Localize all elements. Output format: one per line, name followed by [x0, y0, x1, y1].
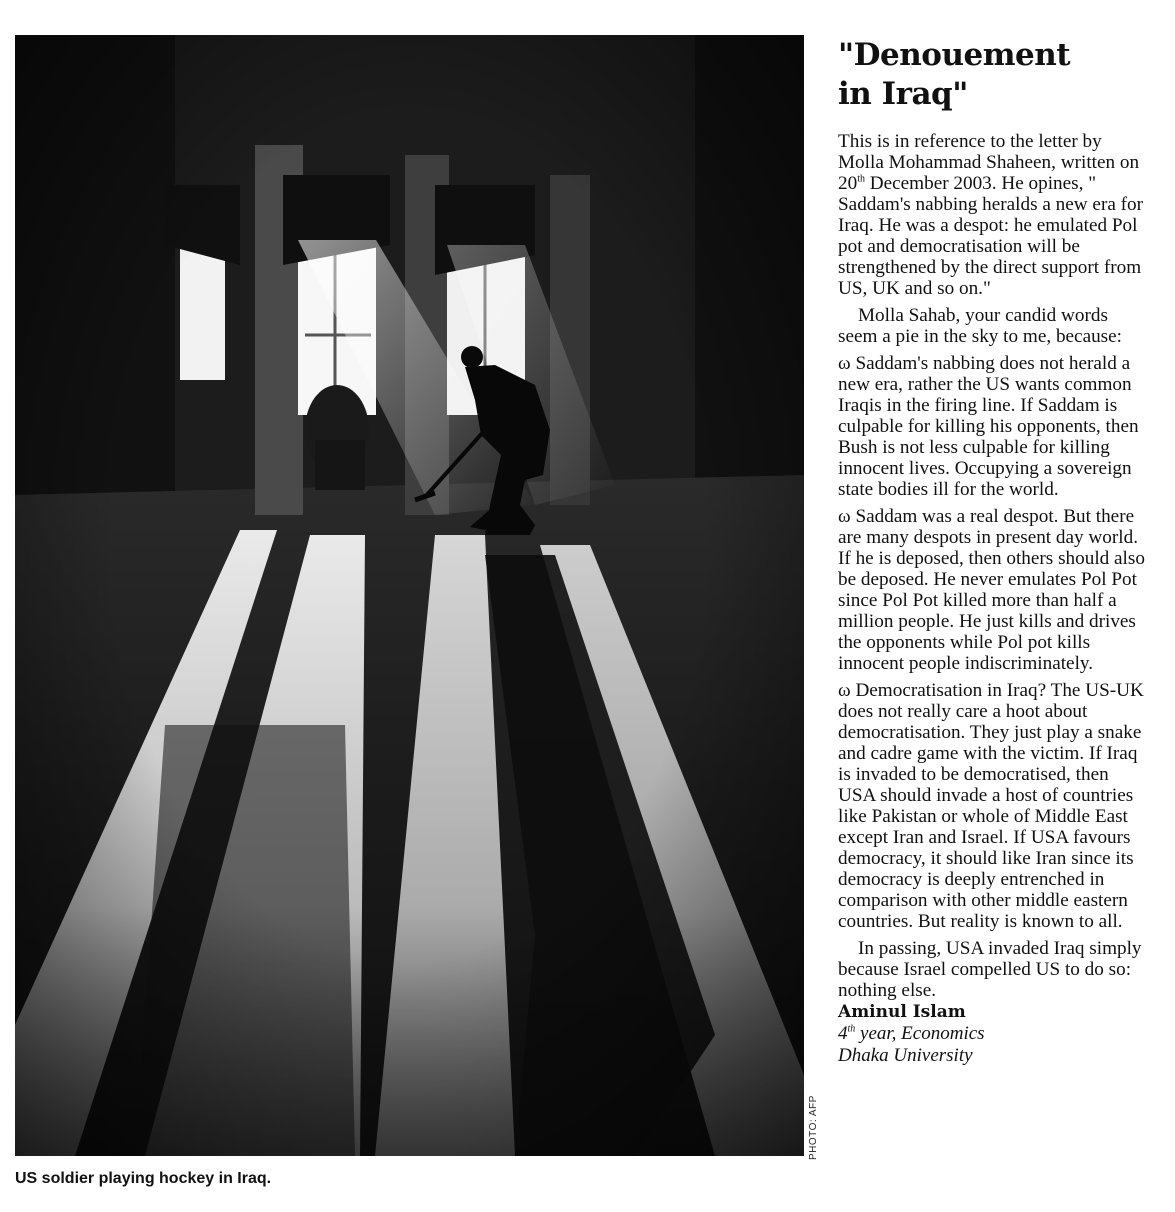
author-year [838, 1023, 1148, 1045]
letter-headline [838, 36, 1148, 114]
bullet-point-2 [838, 506, 1148, 674]
headline-line-1: "Denouement [838, 37, 1071, 73]
author-university: Dhaka University [838, 1045, 973, 1066]
intro-superscript: th [857, 173, 865, 185]
bullet-point-3 [838, 680, 1148, 932]
headline-line-2: in Iraq" [838, 76, 968, 112]
bullet-symbol-3: ω [838, 680, 851, 701]
intro-text-a: This is in reference to the letter by Molla Mohammad Shaheen, written on 20 [838, 131, 1140, 194]
bullet-text-1: Saddam's nabbing does not herald a new era, rather the US wants common Iraqis in the firing line. If Saddam is culpable for killing his opponents, then Bush is not less culpable for killing innocent lives. Occupying a sovereign state bodies ill for the world. [838, 353, 1139, 500]
photo-credit-text: PHOTO: AFP [808, 1095, 819, 1160]
bullet-point-1 [838, 353, 1148, 500]
paragraph-because: Molla Sahab, your candid words seem a pie in the sky to me, because: [838, 305, 1122, 347]
bullet-symbol-1: ω [838, 353, 851, 374]
letter-column [838, 36, 1148, 1067]
bullet-text-2: Saddam was a real despot. But there are many despots in present day world. If he is deposed, then others should also be deposed. He never emulates Pol Pot since Pol Pot killed more than half a million people. He just kills and drives the opponents while Pol pot kills innocent people indiscriminately. [838, 506, 1145, 674]
photo-caption: US soldier playing hockey in Iraq. [15, 1170, 272, 1187]
bullet-text-3: Democratisation in Iraq? The US-UK does not really care a hoot about democratisation. They just play a snake and cadre game with the victim. If Iraq is invaded to be democratised, then USA should invade a host of countries like Pakistan or whole of Middle East except Iran and Israel. If USA favours democracy, it should like Iran since its democracy is deeply entrenched in comparison with other middle eastern countries. But reality is known to all. [838, 680, 1144, 932]
paragraph-intro [838, 131, 1148, 299]
paragraph-closing: In passing, USA invaded Iraq simply because Israel compelled US to do so: nothing else. [838, 938, 1142, 1001]
year-number: 4 [838, 1023, 848, 1044]
intro-text-b: December 2003. He opines, " Saddam's nabbing heralds a new era for Iraq. He was a despot: he emulated Pol pot and democratisation will be strengthened by the direct support from US, UK and so on." [838, 173, 1144, 299]
bullet-symbol-2: ω [838, 506, 851, 527]
year-superscript: th [847, 1023, 856, 1035]
year-department: year, Economics [855, 1023, 985, 1044]
photo-scene [15, 35, 804, 1156]
photo-credit [806, 1090, 824, 1160]
author-name: Aminul Islam [838, 1002, 966, 1022]
news-photo [15, 35, 804, 1156]
